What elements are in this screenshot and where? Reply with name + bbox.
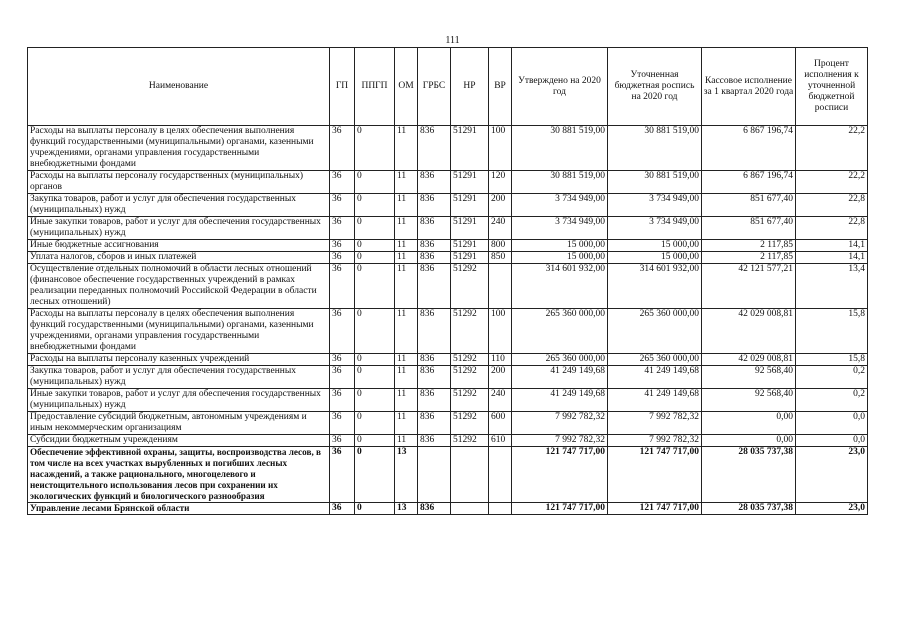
cell-name: Расходы на выплаты персоналу в целях обеспечения выполнения функций государственными (муниципальными) органами, казенными учреждениями, органами управления государственными внебюджетными фондами	[28, 309, 330, 354]
cell-percent: 13,4	[796, 264, 868, 309]
cell-vr: 200	[489, 194, 512, 217]
cell-gp: 36	[330, 447, 355, 503]
cell-name: Расходы на выплаты персоналу в целях обеспечения выполнения функций государственными (муниципальными) органами, казенными учреждениями, органами управления государственными внебюджетными фондами	[28, 126, 330, 171]
table-row	[28, 240, 868, 252]
cell-om: 11	[395, 171, 418, 194]
cell-nr: 51291	[451, 252, 489, 264]
col-header-grbs: ГРБС	[418, 48, 451, 126]
cell-ppgp: 0	[355, 354, 395, 366]
cell-refined: 7 992 782,32	[608, 435, 702, 447]
cell-om: 11	[395, 252, 418, 264]
cell-percent: 22,8	[796, 217, 868, 240]
cell-approved: 41 249 149,68	[512, 389, 608, 412]
cell-gp: 36	[330, 354, 355, 366]
table-body	[28, 126, 868, 515]
cell-approved: 265 360 000,00	[512, 309, 608, 354]
cell-refined: 3 734 949,00	[608, 217, 702, 240]
cell-refined: 121 747 717,00	[608, 447, 702, 503]
col-header-om: ОМ	[395, 48, 418, 126]
cell-om: 11	[395, 126, 418, 171]
col-header-nr: НР	[451, 48, 489, 126]
cell-name: Закупка товаров, работ и услуг для обеспечения государственных (муниципальных) нужд	[28, 366, 330, 389]
cell-om: 11	[395, 240, 418, 252]
cell-vr: 850	[489, 252, 512, 264]
cell-refined: 41 249 149,68	[608, 366, 702, 389]
cell-om: 11	[395, 264, 418, 309]
cell-nr: 51292	[451, 389, 489, 412]
cell-approved: 3 734 949,00	[512, 217, 608, 240]
cell-nr	[451, 447, 489, 503]
cell-om: 11	[395, 389, 418, 412]
cell-cash: 28 035 737,38	[702, 503, 796, 515]
table-row	[28, 389, 868, 412]
cell-gp: 36	[330, 412, 355, 435]
cell-vr: 610	[489, 435, 512, 447]
cell-gp: 36	[330, 252, 355, 264]
cell-nr: 51291	[451, 126, 489, 171]
cell-refined: 30 881 519,00	[608, 171, 702, 194]
col-header-approved: Утверждено на 2020 год	[512, 48, 608, 126]
cell-name: Расходы на выплаты персоналу государственных (муниципальных) органов	[28, 171, 330, 194]
col-header-refined: Уточненная бюджетная роспись на 2020 год	[608, 48, 702, 126]
cell-grbs: 836	[418, 435, 451, 447]
cell-name: Обеспечение эффективной охраны, защиты, воспроизводства лесов, в том числе на всех участках вырубленных и погибших лесных насаждений, а также рационального, многоцелевого и неистощительного использования лесов при сохранении их экологических функций и биологического разнообразия	[28, 447, 330, 503]
cell-vr: 100	[489, 126, 512, 171]
cell-approved: 15 000,00	[512, 252, 608, 264]
cell-nr: 51292	[451, 412, 489, 435]
cell-ppgp: 0	[355, 389, 395, 412]
cell-nr: 51291	[451, 194, 489, 217]
col-header-vr: ВР	[489, 48, 512, 126]
cell-ppgp: 0	[355, 309, 395, 354]
table-row	[28, 354, 868, 366]
cell-name: Управление лесами Брянской области	[28, 503, 330, 515]
cell-refined: 15 000,00	[608, 240, 702, 252]
cell-approved: 30 881 519,00	[512, 126, 608, 171]
cell-approved: 7 992 782,32	[512, 435, 608, 447]
cell-cash: 6 867 196,74	[702, 171, 796, 194]
cell-grbs: 836	[418, 252, 451, 264]
cell-om: 11	[395, 194, 418, 217]
cell-vr: 240	[489, 389, 512, 412]
cell-cash: 6 867 196,74	[702, 126, 796, 171]
cell-cash: 0,00	[702, 412, 796, 435]
cell-ppgp: 0	[355, 435, 395, 447]
cell-refined: 3 734 949,00	[608, 194, 702, 217]
cell-om: 11	[395, 366, 418, 389]
cell-vr	[489, 447, 512, 503]
cell-percent: 23,0	[796, 447, 868, 503]
cell-grbs: 836	[418, 217, 451, 240]
cell-gp: 36	[330, 217, 355, 240]
cell-ppgp: 0	[355, 447, 395, 503]
budget-table	[27, 47, 868, 515]
cell-vr: 100	[489, 309, 512, 354]
cell-name: Уплата налогов, сборов и иных платежей	[28, 252, 330, 264]
cell-om: 13	[395, 503, 418, 515]
cell-refined: 7 992 782,32	[608, 412, 702, 435]
cell-grbs: 836	[418, 194, 451, 217]
table-row	[28, 126, 868, 171]
cell-refined: 15 000,00	[608, 252, 702, 264]
cell-cash: 42 121 577,21	[702, 264, 796, 309]
cell-approved: 30 881 519,00	[512, 171, 608, 194]
cell-refined: 265 360 000,00	[608, 309, 702, 354]
cell-name: Иные бюджетные ассигнования	[28, 240, 330, 252]
col-header-gp: ГП	[330, 48, 355, 126]
cell-grbs: 836	[418, 126, 451, 171]
cell-ppgp: 0	[355, 503, 395, 515]
cell-percent: 22,2	[796, 126, 868, 171]
cell-grbs: 836	[418, 503, 451, 515]
cell-grbs: 836	[418, 366, 451, 389]
cell-gp: 36	[330, 126, 355, 171]
table-row	[28, 252, 868, 264]
table-row	[28, 194, 868, 217]
cell-gp: 36	[330, 240, 355, 252]
cell-ppgp: 0	[355, 366, 395, 389]
cell-vr: 200	[489, 366, 512, 389]
cell-approved: 314 601 932,00	[512, 264, 608, 309]
cell-name: Закупка товаров, работ и услуг для обеспечения государственных (муниципальных) нужд	[28, 194, 330, 217]
cell-om: 11	[395, 354, 418, 366]
cell-approved: 121 747 717,00	[512, 503, 608, 515]
cell-om: 11	[395, 435, 418, 447]
cell-percent: 22,2	[796, 171, 868, 194]
table-row	[28, 171, 868, 194]
cell-grbs: 836	[418, 171, 451, 194]
cell-cash: 851 677,40	[702, 217, 796, 240]
table-row	[28, 217, 868, 240]
cell-ppgp: 0	[355, 126, 395, 171]
cell-percent: 22,8	[796, 194, 868, 217]
cell-name: Предоставление субсидий бюджетным, автономным учреждениям и иным некоммерческим организациям	[28, 412, 330, 435]
cell-approved: 15 000,00	[512, 240, 608, 252]
cell-cash: 92 568,40	[702, 366, 796, 389]
cell-cash: 42 029 008,81	[702, 354, 796, 366]
cell-percent: 0,2	[796, 389, 868, 412]
cell-grbs: 836	[418, 264, 451, 309]
cell-cash: 0,00	[702, 435, 796, 447]
cell-cash: 92 568,40	[702, 389, 796, 412]
table-row	[28, 264, 868, 309]
cell-name: Осуществление отдельных полномочий в области лесных отношений (финансовое обеспечение государственных учреждений в рамках реализации переданных полномочий Российской Федерации в области лесных отношений)	[28, 264, 330, 309]
cell-ppgp: 0	[355, 194, 395, 217]
cell-cash: 42 029 008,81	[702, 309, 796, 354]
cell-ppgp: 0	[355, 412, 395, 435]
table-header-row	[28, 48, 868, 126]
table-row	[28, 412, 868, 435]
cell-gp: 36	[330, 435, 355, 447]
cell-percent: 15,8	[796, 309, 868, 354]
cell-name: Иные закупки товаров, работ и услуг для обеспечения государственных (муниципальных) нужд	[28, 217, 330, 240]
table-row	[28, 447, 868, 503]
cell-nr: 51291	[451, 171, 489, 194]
cell-grbs: 836	[418, 389, 451, 412]
cell-ppgp: 0	[355, 252, 395, 264]
cell-vr: 600	[489, 412, 512, 435]
cell-vr: 110	[489, 354, 512, 366]
cell-percent: 0,2	[796, 366, 868, 389]
cell-vr	[489, 264, 512, 309]
cell-nr: 51292	[451, 309, 489, 354]
cell-percent: 0,0	[796, 435, 868, 447]
cell-grbs	[418, 447, 451, 503]
cell-gp: 36	[330, 309, 355, 354]
cell-om: 11	[395, 309, 418, 354]
col-header-name: Наименование	[28, 48, 330, 126]
cell-refined: 314 601 932,00	[608, 264, 702, 309]
cell-gp: 36	[330, 194, 355, 217]
table-row	[28, 503, 868, 515]
cell-grbs: 836	[418, 309, 451, 354]
cell-refined: 265 360 000,00	[608, 354, 702, 366]
cell-grbs: 836	[418, 354, 451, 366]
cell-vr: 120	[489, 171, 512, 194]
cell-name: Расходы на выплаты персоналу казенных учреждений	[28, 354, 330, 366]
cell-vr	[489, 503, 512, 515]
cell-percent: 0,0	[796, 412, 868, 435]
cell-gp: 36	[330, 389, 355, 412]
cell-gp: 36	[330, 264, 355, 309]
cell-cash: 28 035 737,38	[702, 447, 796, 503]
col-header-cash: Кассовое исполнение за 1 квартал 2020 года	[702, 48, 796, 126]
cell-name: Иные закупки товаров, работ и услуг для обеспечения государственных (муниципальных) нужд	[28, 389, 330, 412]
cell-ppgp: 0	[355, 217, 395, 240]
cell-nr: 51291	[451, 240, 489, 252]
cell-approved: 7 992 782,32	[512, 412, 608, 435]
cell-approved: 3 734 949,00	[512, 194, 608, 217]
table-row	[28, 435, 868, 447]
cell-ppgp: 0	[355, 264, 395, 309]
cell-om: 13	[395, 447, 418, 503]
cell-name: Субсидии бюджетным учреждениям	[28, 435, 330, 447]
cell-refined: 121 747 717,00	[608, 503, 702, 515]
col-header-percent: Процент исполнения к уточненной бюджетной росписи	[796, 48, 868, 126]
cell-grbs: 836	[418, 240, 451, 252]
table-row	[28, 309, 868, 354]
cell-vr: 800	[489, 240, 512, 252]
cell-approved: 121 747 717,00	[512, 447, 608, 503]
cell-approved: 265 360 000,00	[512, 354, 608, 366]
cell-nr	[451, 503, 489, 515]
cell-nr: 51292	[451, 366, 489, 389]
cell-nr: 51292	[451, 264, 489, 309]
cell-gp: 36	[330, 366, 355, 389]
cell-ppgp: 0	[355, 240, 395, 252]
cell-gp: 36	[330, 171, 355, 194]
cell-nr: 51292	[451, 354, 489, 366]
cell-ppgp: 0	[355, 171, 395, 194]
cell-cash: 2 117,85	[702, 240, 796, 252]
cell-refined: 41 249 149,68	[608, 389, 702, 412]
cell-refined: 30 881 519,00	[608, 126, 702, 171]
table-row	[28, 366, 868, 389]
cell-cash: 2 117,85	[702, 252, 796, 264]
col-header-ppgp: ППГП	[355, 48, 395, 126]
cell-vr: 240	[489, 217, 512, 240]
cell-nr: 51292	[451, 435, 489, 447]
cell-approved: 41 249 149,68	[512, 366, 608, 389]
cell-om: 11	[395, 412, 418, 435]
cell-nr: 51291	[451, 217, 489, 240]
cell-cash: 851 677,40	[702, 194, 796, 217]
cell-percent: 15,8	[796, 354, 868, 366]
cell-grbs: 836	[418, 412, 451, 435]
cell-percent: 14,1	[796, 240, 868, 252]
page-number: 111	[445, 35, 460, 46]
cell-gp: 36	[330, 503, 355, 515]
cell-percent: 23,0	[796, 503, 868, 515]
cell-om: 11	[395, 217, 418, 240]
cell-percent: 14,1	[796, 252, 868, 264]
